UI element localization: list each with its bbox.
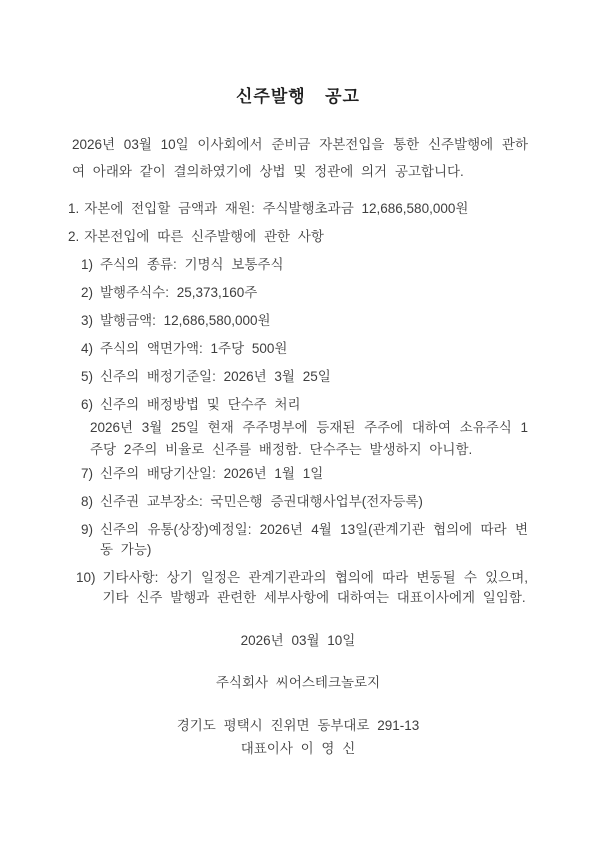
sub-list-item-10 <box>76 568 528 608</box>
item-number: 6) <box>80 397 93 412</box>
date-line: 2026년 03월 10일 <box>240 633 356 648</box>
item-number: 8) <box>80 494 93 509</box>
item-number: 1) <box>80 257 93 272</box>
item-number: 2) <box>80 285 93 300</box>
item-text: 신주의 배정기준일: 2026년 3월 25일 <box>100 369 331 384</box>
sub-list-item-7 <box>76 464 528 484</box>
sub-list-item-8 <box>76 492 528 512</box>
item-number: 5) <box>80 369 93 384</box>
item-text: 기타사항: 상기 일정은 관계기관과의 협의에 따라 변동될 수 있으며, 기타 신주 발행과 관련한 세부사항에 대하여는 대표이사에게 일임함. <box>102 570 528 605</box>
intro-paragraph: 2026년 03월 10일 이사회에서 준비금 자본전입을 통한 신주발행에 관하여 아래와 같이 결의하였기에 상법 및 정관에 의거 공고합니다. <box>72 137 528 179</box>
item-number: 9) <box>80 522 93 537</box>
item-number: 1. <box>68 201 80 216</box>
sub-list-item-1 <box>76 255 528 275</box>
item-text: 신주의 유통(상장)예정일: 2026년 4월 13일(관계기관 협의에 따라 변동 가능) <box>100 522 528 557</box>
allotment-note: 2026년 3월 25일 현재 주주명부에 등재된 주주에 대하여 소유주식 1주당 2주의 비율로 신주를 배정함. 단수주는 발생하지 아니함. <box>90 420 528 457</box>
item-text: 발행금액: 12,686,580,000원 <box>100 313 271 328</box>
item-text: 주식의 종류: 기명식 보통주식 <box>100 257 284 272</box>
item-text: 신주의 배당기산일: 2026년 1월 1일 <box>100 466 324 481</box>
item-number: 4) <box>80 341 93 356</box>
sub-list-item-6 <box>76 395 528 415</box>
document-footer <box>68 632 528 757</box>
company-address: 경기도 평택시 진위면 동부대로 291-13 <box>176 718 420 733</box>
item-number: 7) <box>80 466 93 481</box>
ceo-name: 대표이사 이 영 신 <box>240 741 356 756</box>
sub-list-item-4 <box>76 339 528 359</box>
company-name: 주식회사 씨어스테크놀로지 <box>215 675 381 690</box>
list-item-1 <box>68 199 528 219</box>
sub-list-item-9 <box>76 520 528 560</box>
sub-list-item-5 <box>76 367 528 387</box>
item-text: 자본전입에 따른 신주발행에 관한 사항 <box>84 229 324 244</box>
list-item-2 <box>68 227 528 247</box>
item-number: 3) <box>80 313 93 328</box>
sub-list-item-3 <box>76 311 528 331</box>
sub-list-item-2 <box>76 283 528 303</box>
item-text: 신주권 교부장소: 국민은행 증권대행사업부(전자등록) <box>100 494 423 509</box>
page-title: 신주발행 공고 <box>236 87 360 106</box>
item-text: 신주의 배정방법 및 단수주 처리 <box>100 397 301 412</box>
item-text: 자본에 전입할 금액과 재원: 주식발행초과금 12,686,580,000원 <box>84 201 469 216</box>
item-number: 2. <box>68 229 80 244</box>
item-text: 발행주식수: 25,373,160주 <box>100 285 258 300</box>
item-number: 10) <box>76 570 96 585</box>
item-text: 주식의 액면가액: 1주당 500원 <box>100 341 288 356</box>
